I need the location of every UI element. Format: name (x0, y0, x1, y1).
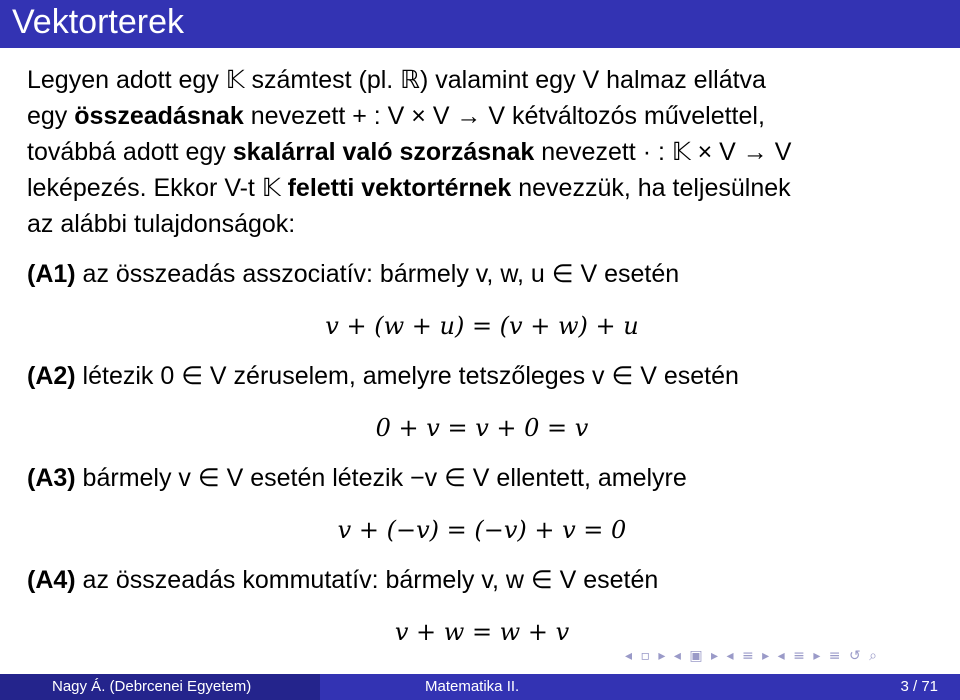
intro-text: továbbá adott egy (27, 138, 233, 166)
axiom-label: (A2) (27, 362, 76, 390)
equation-text: v + (w + u) = (v + w) + u (325, 312, 639, 340)
axiom-text: létezik 0 ∈ V zéruselem, amelyre tetszőleges v ∈ V esetén (75, 362, 739, 390)
intro-line (27, 134, 937, 170)
intro-term: feletti vektortérnek (287, 174, 512, 202)
axiom-text: az összeadás asszociatív: bármely v, w, u ∈ V esetén (75, 260, 680, 288)
axiom-equation (27, 614, 937, 650)
axiom-label: (A1) (27, 260, 76, 288)
intro-paragraph (27, 62, 937, 242)
intro-line (27, 98, 937, 134)
equation-text: 0 + v = v + 0 = v (375, 414, 589, 442)
beamer-navigation-icons[interactable]: ◂ ▫ ▸ ◂ ▣ ▸ ◂ ≡ ▸ ◂ ≡ ▸ ≡ ↺ ⌕ (625, 648, 879, 664)
slide-title-bar (0, 0, 960, 48)
axiom-text: bármely v ∈ V esetén létezik −v ∈ V ellentett, amelyre (75, 464, 687, 492)
intro-line (27, 170, 937, 206)
intro-text: nevezett · : 𝕂 × V → V (534, 138, 792, 166)
axiom-equation (27, 512, 937, 548)
axiom-a4 (27, 562, 937, 650)
intro-text: egy (27, 102, 75, 130)
footer-page-number: 3 / 71 (640, 674, 960, 700)
intro-text: nevezzük, ha teljesülnek (511, 174, 791, 202)
footer-author: Nagy Á. (Debrcenei Egyetem) (0, 674, 320, 700)
footer-course: Matematika II. (320, 674, 640, 700)
intro-text: leképezés. Ekkor V-t 𝕂 (27, 174, 288, 202)
intro-term: összeadásnak (74, 102, 244, 130)
intro-term: skalárral való szorzásnak (232, 138, 535, 166)
axiom-label: (A4) (27, 566, 76, 594)
axiom-equation (27, 308, 937, 344)
intro-line: az alábbi tulajdonságok: (27, 210, 296, 238)
axiom-text: az összeadás kommutatív: bármely v, w ∈ V esetén (75, 566, 659, 594)
axiom-label: (A3) (27, 464, 76, 492)
intro-text: nevezett + : V × V → V kétváltozós művelettel, (243, 102, 765, 130)
axiom-equation (27, 410, 937, 446)
axiom-a2 (27, 358, 937, 446)
intro-line: Legyen adott egy 𝕂 számtest (pl. ℝ) valamint egy V halmaz ellátva (27, 66, 766, 94)
equation-text: v + (−v) = (−v) + v = 0 (337, 516, 627, 544)
slide-title: Vektorterek (12, 3, 184, 41)
equation-text: v + w = w + v (394, 618, 570, 646)
axiom-a3 (27, 460, 937, 548)
slide-footer (0, 674, 960, 700)
axiom-a1 (27, 256, 937, 344)
slide-content (27, 62, 937, 656)
